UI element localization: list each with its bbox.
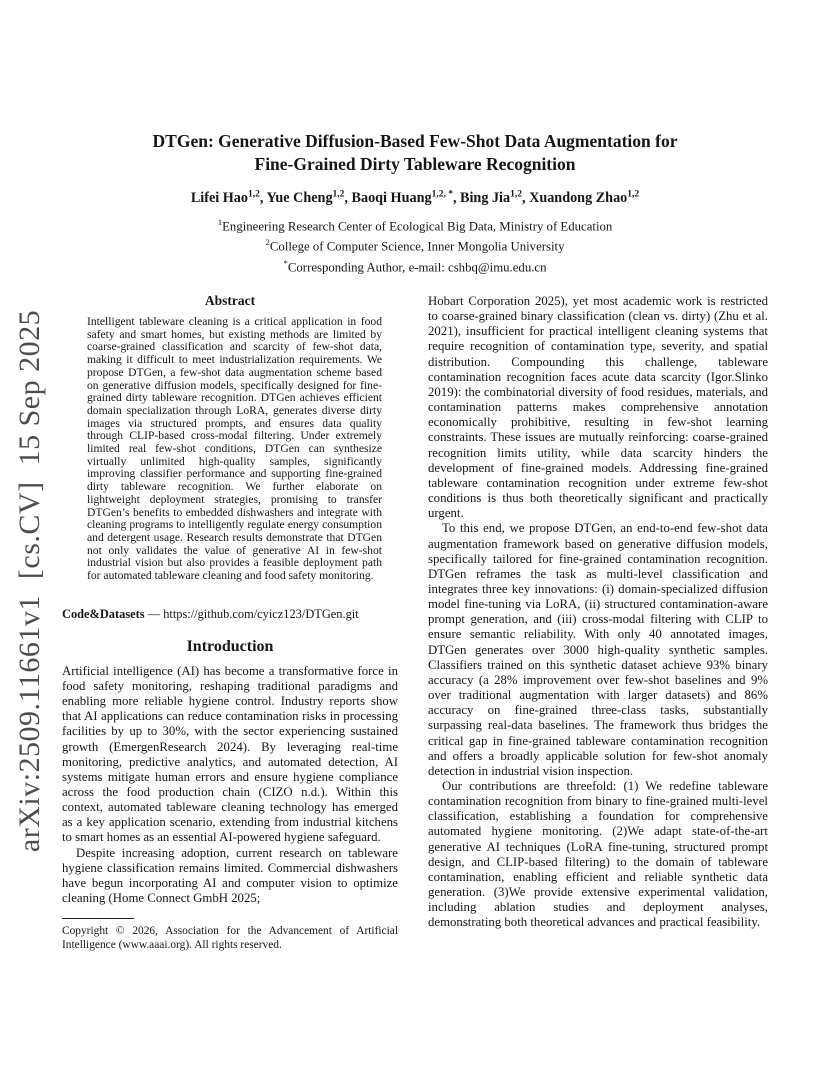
affiliations-block — [62, 214, 768, 275]
author-affil-marker: 1,2 — [510, 189, 522, 199]
code-datasets-label: Code&Datasets — [62, 606, 145, 621]
author-separator: , — [452, 189, 461, 206]
left-column — [62, 292, 398, 906]
author-separator: , — [344, 189, 352, 206]
introduction-heading: Introduction — [186, 637, 274, 655]
affiliation-line — [62, 255, 768, 275]
author — [191, 190, 267, 206]
author-affil-marker: 1,2 — [627, 189, 640, 199]
footnote-divider — [62, 918, 134, 919]
paper-header — [62, 130, 768, 275]
author — [529, 190, 639, 206]
affiliation-line — [62, 214, 768, 234]
affiliation-marker: 1 — [217, 216, 223, 227]
author — [460, 190, 529, 206]
intro-paragraph-1: Artificial intelligence (AI) has become a transformative force in food safety monitoring, reshaping traditional paradigms and enabling more reliable hygiene control. Industry reports show that AI applications can reduce contamination risks in processing facilities by up to 30%, with the sector experiencing sustained growth (EmergenResearch 2024). By leveraging real-time monitoring, predictive analytics, and automated detection, AI systems mitigate human errors and ensure hygiene compliance across the food production chain (CIZO n.d.). Within this context, automated tableware cleaning technology has emerged as a key application scenario, extending from industrial kitchens to smart homes as an essential AI-powered hygiene safeguard. — [62, 663, 398, 845]
arxiv-watermark: arXiv:2509.11661v1 [cs.CV] 15 Sep 2025 — [13, 309, 46, 853]
abstract-heading: Abstract — [204, 293, 256, 308]
author-affil-marker: 1,2 — [247, 189, 260, 199]
code-repository-link[interactable]: https://github.com/cyicz123/DTGen.git — [163, 606, 359, 621]
paper-title-line2: Fine-Grained Dirty Tableware Recognition — [254, 154, 576, 174]
author-name: Baoqi Huang — [351, 189, 432, 206]
affiliation-line — [62, 234, 768, 254]
authors-line — [62, 185, 768, 207]
paper-title-line1: DTGen: Generative Diffusion-Based Few-Shot Data Augmentation for — [152, 131, 678, 151]
author-name: Bing Jia — [460, 189, 511, 206]
author-affil-marker: 1,2, * — [431, 189, 453, 199]
author-affil-marker: 1,2 — [332, 189, 345, 199]
intro-paragraph-4: Our contributions are threefold: (1) We redefine tableware contamination recognition from binary to fine-grained multi-level classification, establishing a foundation for comprehensive automated hygiene monitoring. (2)We adapt state-of-the-art generative AI techniques (LoRA fine-tuning, structured prompt design, and CLIP-based filtering) to the domain of tableware contamination, enabling efficient and reliable synthetic data generation. (3)We provide extensive experimental validation, including ablation studies and deployment analyses, demonstrating both theoretical advances and practical feasibility. — [428, 779, 768, 930]
copyright-footnote — [62, 918, 398, 952]
code-datasets-dash: — — [144, 606, 164, 621]
author-separator: , — [521, 189, 530, 206]
abstract-text: Intelligent tableware cleaning is a critical application in food safety and smart homes, but existing methods are limited by coarse-grained classification and scarcity of few-shot data, making it difficult to meet industrialization requirements. We propose DTGen, a few-shot data augmentation scheme based on generative diffusion models, specifically designed for fine-grained dirty tableware recognition. DTGen achieves efficient domain specialization through LoRA, generates diverse dirty images via structured prompts, and ensures data quality through CLIP-based cross-modal filtering. Under extremely limited real few-shot conditions, DTGen can synthesize virtually unlimited high-quality samples, significantly improving classifier performance and supporting fine-grained dirty tableware recognition. We further elaborate on lightweight deployment strategies, promising to transfer DTGen’s benefits to embedded dishwashers and integrate with cleaning programs to intelligently regulate energy consumption and detergent usage. Research results demonstrate that DTGen not only validates the value of generative AI in few-shot industrial vision but also provides a feasible deployment path for automated tableware cleaning and food safety monitoring. — [87, 315, 382, 583]
copyright-text: Copyright © 2026, Association for the Advancement of Artificial Intelligence (www.aaai.org). All rights reserved. — [62, 925, 398, 952]
author-name: Lifei Hao — [190, 189, 248, 206]
author — [266, 190, 351, 206]
affiliation-marker: * — [283, 257, 288, 268]
affiliation-text: Engineering Research Center of Ecological Big Data, Ministry of Education — [222, 219, 613, 233]
code-datasets-line — [62, 607, 398, 622]
intro-paragraph-2-continued: Hobart Corporation 2025), yet most academic work is restricted to coarse-grained binary classification (clean vs. dirty) (Zhu et al. 2021), insufficient for practical intelligent cleaning systems that require recognition of contamination type, severity, and spatial distribution. Compounding this challenge, tableware contamination recognition faces acute data scarcity (Igor.Slinko 2019): the combinatorial diversity of food residues, materials, and contamination patterns makes comprehensive annotation economically prohibitive, resulting in few-shot learning constraints. These issues are mutually reinforcing: coarse-grained recognition limits utility, while data scarcity hinders the development of fine-grained models. Addressing fine-grained tableware contamination recognition under extreme few-shot conditions is thus both theoretically significant and practically urgent. — [428, 294, 768, 521]
intro-paragraph-2: Despite increasing adoption, current research on tableware hygiene classification remains limited. Commercial dishwashers have begun incorporating AI and computer vision to optimize cleaning (Home Connect GmbH 2025; — [62, 845, 398, 906]
author-name: Xuandong Zhao — [529, 189, 628, 206]
right-column — [428, 294, 768, 931]
affiliation-text: College of Computer Science, Inner Mongolia University — [269, 239, 565, 254]
affiliation-marker: 2 — [265, 237, 270, 248]
intro-paragraph-3: To this end, we propose DTGen, an end-to-end few-shot data augmentation framework based on generative diffusion models, specifically tailored for fine-grained contamination recognition. DTGen reframes the task as multi-level classification and integrates three key innovations: (i) domain-specialized diffusion model fine-tuning via LoRA, (ii) structured contamination-aware prompt generation, and (iii) cross-modal filtering with CLIP to ensure semantic reliability. With only 40 annotated images, DTGen generates over 3000 high-quality synthetic samples. Classifiers trained on this synthetic dataset achieve 93% binary accuracy (a 28% improvement over few-shot baselines and 9% over traditional augmentation with larger datasets) and 86% accuracy on fine-grained three-class tasks, substantially surpassing real-data baselines. The framework thus bridges the critical gap in fine-grained tableware contamination recognition and offers a broadly applicable solution for few-shot anomaly detection in industrial vision inspection. — [428, 521, 768, 778]
author — [352, 190, 461, 206]
affiliation-text: Corresponding Author, e-mail: cshbq@imu.edu.cn — [287, 259, 547, 274]
author-name: Yue Cheng — [266, 189, 333, 206]
author-separator: , — [259, 189, 267, 206]
